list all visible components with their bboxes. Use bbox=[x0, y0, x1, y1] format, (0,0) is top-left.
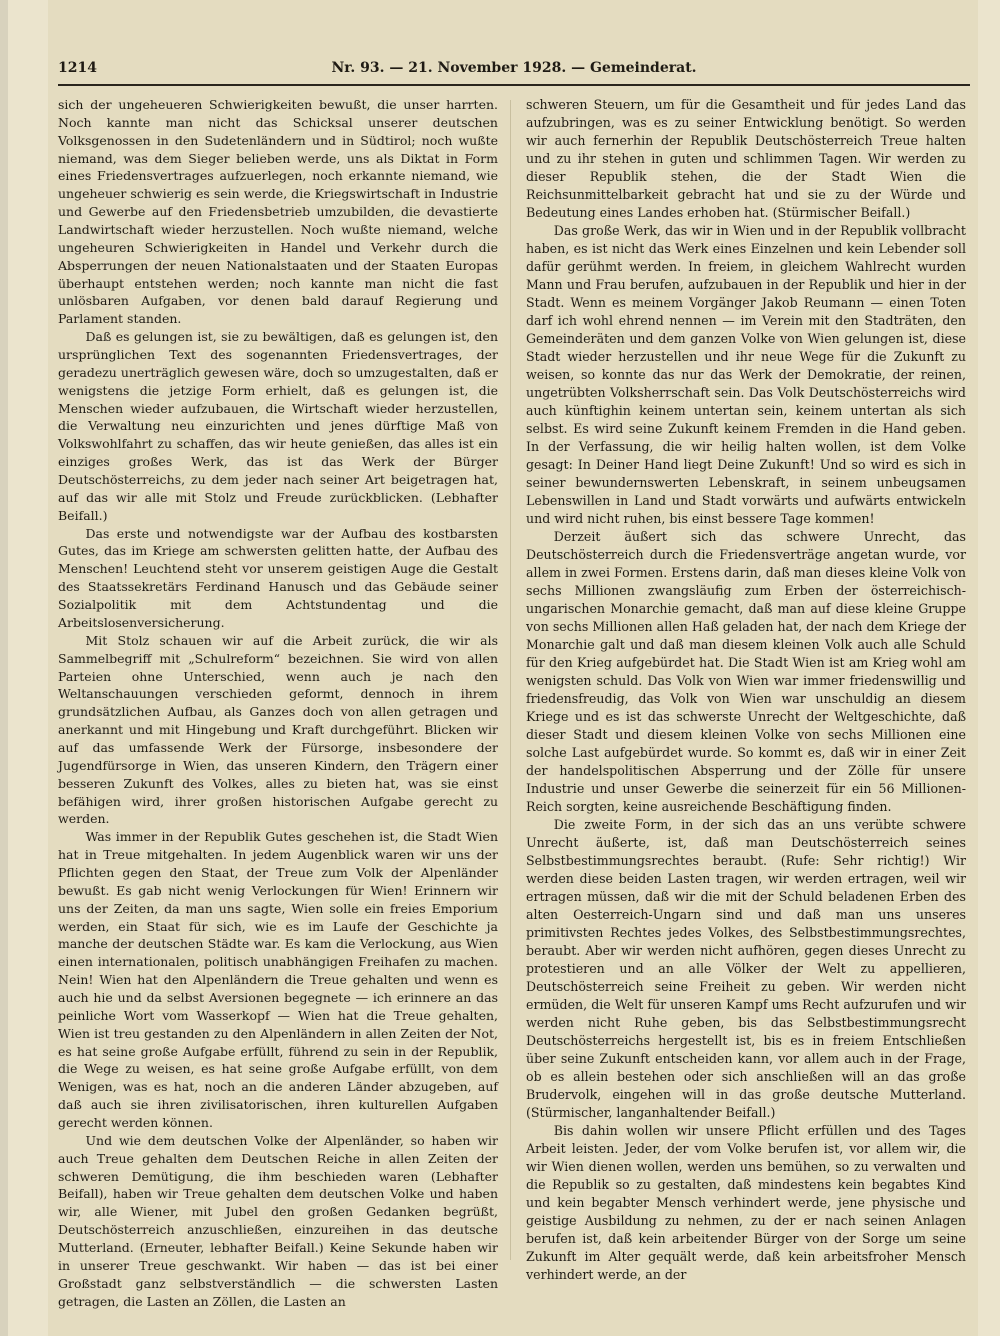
paragraph: sich der ungeheueren Schwierigkeiten bewußt, die unser harrten. Noch kannte man nicht das Schicksal unserer deutschen Volksgenossen in den Sudetenländern und in Südtirol; noch wußte niemand, was dem Sieger belieben werde, uns als Diktat in Form eines Friedensvertrages aufzuerlegen, noch erkannte niemand, wie ungeheuer schwierig es sein werde, die Kriegswirtschaft in Industrie und Gewerbe auf den Friedensbetrieb umzubilden, die devastierte Landwirtschaft wieder herzustellen. Noch wußte niemand, welche ungeheuren Schwierigkeiten in Handel und Verkehr durch die Absperrungen der neuen Nationalstaaten und der Staaten Europas überhaupt entstehen werden; noch kannte man nicht die fast unlösbaren Aufgaben, vor denen bald darauf Regierung und Parlament standen. bbox=[58, 97, 498, 327]
paragraph: schweren Steuern, um für die Gesamtheit und für jedes Land das aufzubringen, was es zu seiner Entwicklung benötigt. So werden wir auch fernerhin der Republik Deutschösterreich Treue halten und zu ihr stehen in guten und schlimmen Tagen. Wir werden zu dieser Republik stehen, die der Stadt Wien die Reichsunmittelbarkeit gebracht hat und sie zu der Würde und Bedeutung eines Landes erhoben hat. (Stürmischer Beifall.) bbox=[526, 97, 966, 220]
paragraph: Das große Werk, das wir in Wien und in der Republik vollbracht haben, es ist nicht das Werk eines Einzelnen und kein Lebender soll dafür gerühmt werden. In freiem, in gleichem Wahlrecht wurden Mann und Frau berufen, aufzubauen in der Republik und hier in der Stadt. Wenn es meinem Vorgänger Jakob Reumann — einen Toten darf ich wohl ehrend nennen — im Verein mit den Stadträten, den Gemeinderäten und dem ganzen Volke von Wien gelungen ist, diese Stadt wieder herzustellen und ihr neue Wege für die Zukunft zu weisen, so konnte das nur das Werk der Demokratie, der reinen, ungetrübten Volksherrschaft sein. Das Volk Deutschösterreichs wird auch künftighin keinem untertan sein, keinem untertan als sich selbst. Es wird seine Zukunft keinem Fremden in die Hand geben. In der Verfassung, die wir heilig halten wollen, ist dem Volke gesagt: In Deiner Hand liegt Deine Zukunft! Und so wird es sich in seiner bewundernswerten Lebenskraft, in seinem unbeugsamen Lebenswillen in Land und Stadt vorwärts und aufwärts entwickeln und wird nicht ruhen, bis einst bessere Tage kommen! bbox=[526, 223, 966, 526]
paragraph: Was immer in der Republik Gutes geschehen ist, die Stadt Wien hat in Treue mitgehalten. In jedem Augenblick waren wir uns der Pflichten gegen den Staat, der Treue zum Volk der Alpenländer bewußt. Es gab nicht wenig Verlockungen für Wien! Erinnern wir uns der Zeiten, da man uns sagte, Wien solle ein freies Emporium werden, ein Staat für sich, wie es im Laufe der Geschichte ja manche der deutschen Städte war. Es kam die Verlockung, aus Wien einen internationalen, politisch unabhängigen Freihafen zu machen. Nein! Wien hat den Alpenländern die Treue gehalten und wenn es auch hie und da selbst Aversionen begegnete — ich erinnere an das peinliche Wort vom Wasserkopf — Wien hat die Treue gehalten, Wien ist treu gestanden zu den Alpenländern in allen Zeiten der Not, es hat seine große Aufgabe erfüllt, führend zu sein in der Republik, die Wege zu weisen, es hat seine große Aufgabe erfüllt, von dem Wenigen, was es hat, noch an die anderen Länder abzugeben, auf daß auch sie ihren zivilisatorischen, ihren kulturellen Aufgaben gerecht werden können. bbox=[58, 829, 498, 1130]
paragraph: Das erste und notwendigste war der Aufbau des kostbarsten Gutes, das im Kriege am schwersten gelitten hatte, der Aufbau des Menschen! Leuchtend steht vor unserem geistigen Auge die Gestalt des Staatssekretärs Ferdinand Hanusch und das Gebäude seiner Sozialpolitik mit dem Achtstundentag und die Arbeitslosenversicherung. bbox=[58, 525, 498, 630]
paragraph: Derzeit äußert sich das schwere Unrecht, das Deutschösterreich durch die Friedensverträge angetan wurde, vor allem in zwei Formen. Erstens darin, daß man dieses kleine Volk von sechs Millionen zwangsläufig zum Erben der österreichisch-ungarischen Monarchie gemacht, daß man auf diese kleine Gruppe von sechs Millionen allen Haß geladen hat, der nach dem Kriege der Monarchie galt und daß man diesem kleinen Volk auch alle Schuld für den Krieg aufgebürdet hat. Die Stadt Wien ist am Krieg wohl am wenigsten schuld. Das Volk von Wien war immer friedenswillig und friedensfreudig, das Volk von Wien war unschuldig an diesem Kriege und es ist das schwerste Unrecht der Weltgeschichte, daß dieser Stadt und diesem kleinen Volke von sechs Millionen eine solche Last aufgebürdet wurde. So kommt es, daß wir in einer Zeit der handelspolitischen Absperrung und der Zölle für unsere Industrie und unser Gewerbe die seinerzeit für ein 56 Millionen-Reich sorgten, keine ausreichende Beschäftigung finden. bbox=[526, 529, 966, 814]
paragraph: Die zweite Form, in der sich das an uns verübte schwere Unrecht äußerte, ist, daß man Deutschösterreich seines Selbstbestimmungsrechtes beraubt. (Rufe: Sehr richtig!) Wir werden diese beiden Lasten tragen, wir werden ertragen, weil wir ertragen müssen, daß wir die mit der Schuld beladenen Erben des alten Oesterreich-Ungarn sind und daß man uns unseres primitivsten Rechtes jedes Volkes, des Selbstbestimmungsrechtes, beraubt. Aber wir werden nicht aufhören, gegen dieses Unrecht zu protestieren und an alle Völker der Welt zu appellieren, Deutschösterreich seine Freiheit zu geben. Wir werden nicht ermüden, die Welt für unseren Kampf ums Recht aufzurufen und wir werden nicht Ruhe geben, bis das Selbstbestimmungsrecht Deutschösterreichs hergestellt ist, bis es in freiem Entschließen über seine Zukunft entscheiden kann, vor allem auch in der Frage, ob es allein bestehen oder sich anschließen will an das große Brudervolk, eingehen will in das große deutsche Mutterland. (Stürmischer, langanhaltender Beifall.) bbox=[526, 817, 966, 1120]
paragraph: Und wie dem deutschen Volke der Alpenländer, so haben wir auch Treue gehalten dem Deutschen Reiche in allen Zeiten der schweren Demütigung, die ihm beschieden waren (Lebhafter Beifall), haben wir Treue gehalten dem deutschen Volke und haben wir, alle Wiener, mit Jubel den großen Gedanken begrüßt, Deutschösterreich anzuschließen, einzureihen in das deutsche Mutterland. (Erneuter, lebhafter Beifall.) Keine Sekunde haben wir in unserer Treue geschwankt. Wir haben — das ist bei einer Großstadt ganz selbstverständlich — die schwersten Lasten getragen, die Lasten an Zöllen, die Lasten an bbox=[58, 1132, 498, 1309]
right-column bbox=[526, 96, 966, 1284]
page-header bbox=[58, 56, 970, 84]
issue-title: Nr. 93. — 21. November 1928. — Gemeinderat. bbox=[331, 60, 697, 76]
paragraph: Mit Stolz schauen wir auf die Arbeit zurück, die wir als Sammelbegriff mit „Schulreform“ bezeichnen. Sie wird von allen Parteien ohne Unterschied, wenn auch je nach den Weltanschauungen verschieden geformt, dennoch in ihrem grundsätzlichen Aufbau, als Ganzes doch von allen getragen und anerkannt und mit Hingebung und Kraft durchgeführt. Blicken wir auf das umfassende Werk der Fürsorge, insbesondere der Jugendfürsorge in Wien, das unseren Kindern, den Trägern einer besseren Zukunft des Volkes, alles zu bieten hat, was sie einst befähigen wird, ihrer großen historischen Aufgabe gerecht zu werden. bbox=[58, 632, 498, 827]
newspaper-page bbox=[48, 0, 978, 1336]
paragraph: Bis dahin wollen wir unsere Pflicht erfüllen und des Tages Arbeit leisten. Jeder, der vom Volke berufen ist, vor allem wir, die wir Wien dienen wollen, werden uns bemühen, so zu verwalten und die Republik so zu gestalten, daß mindestens kein begabtes Kind und kein begabter Mensch verhindert werde, jene physische und geistige Ausbildung zu nehmen, zu der er nach seinen Anlagen berufen ist, daß kein arbeitender Bürger von der Sorge um seine Zukunft im Alter gequält werde, daß kein arbeitsfroher Mensch verhindert werde, an der bbox=[526, 1123, 966, 1282]
page-number: 1214 bbox=[58, 60, 97, 76]
column-gutter bbox=[510, 100, 511, 1260]
left-column bbox=[58, 96, 498, 1310]
paragraph: Daß es gelungen ist, sie zu bewältigen, daß es gelungen ist, den ursprünglichen Text des sogenannten Friedensvertrages, der geradezu unerträglich gewesen wäre, doch so umzugestalten, daß er wenigstens die jetzige Form erhielt, daß es gelungen ist, die Menschen wieder aufzubauen, die Wirtschaft wieder herzustellen, die Verwaltung neu einzurichten und jenes dürftige Maß von Volkswohlfahrt zu schaffen, das wir heute genießen, das alles ist ein einziges großes Werk, das ist das Werk der Bürger Deutschösterreichs, zu dem jeder nach seiner Art beigetragen hat, auf das wir alle mit Stolz und Freude zurückblicken. (Lebhafter Beifall.) bbox=[58, 329, 498, 523]
header-rule bbox=[58, 84, 970, 86]
